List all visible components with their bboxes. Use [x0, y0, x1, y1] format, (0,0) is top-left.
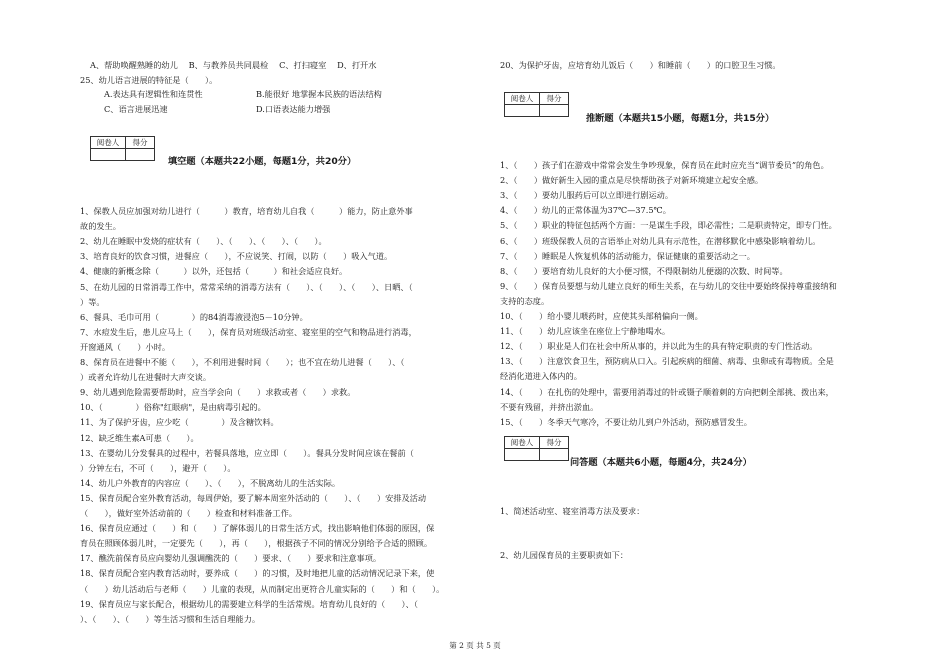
question-line: ）或者允许幼儿在进餐时大声交谈。 — [80, 372, 212, 383]
question-line: ）等。 — [80, 296, 105, 307]
question-line: 7、水痘发生后，患儿应马上（ ），保育员对班级活动室、寝室里的空气和物品进行消毒， — [80, 326, 417, 337]
qa-question-2: 2、幼儿园保育员的主要职责如下： — [500, 550, 629, 560]
q25-option-c: C、语言进展迅速 — [104, 104, 168, 114]
grader-label: 阅卷人 — [505, 93, 540, 105]
question-line: 9、幼儿遇到危险需要帮助时，应当学会向（ ）求救或者（ ）求救。 — [80, 387, 356, 398]
question-line: 11、为了保护牙齿，应少吃（ ）及含糖饮料。 — [80, 417, 279, 428]
score-label: 得分 — [126, 137, 155, 149]
score-cell[interactable] — [540, 449, 569, 461]
question-line: 8、（ ）要培育幼儿良好的大小便习惯，不得限制幼儿便溺的次数、时间等。 — [500, 265, 788, 276]
question-line: 14、幼儿户外教育的内容应（ ）、（ ），不脱离幼儿的生活实际。 — [80, 477, 341, 488]
question-line: ）分钟左右，不可（ ），避开（ ）。 — [80, 462, 236, 473]
question-line: 14、（ ）在扎伤的处理中，需要用消毒过的针或镊子顺着刺的方向把刺全部挑、拨出来， — [500, 386, 834, 397]
question-line: ）、（ ）、（ ）等生活习惯和生活自理能力。 — [80, 613, 261, 624]
question-line: 10、（ ）给小婴儿喂药时，应使其头部稍偏向一侧。 — [500, 311, 703, 321]
question-line: 5、在幼儿园的日常消毒工作中，常常采纳的消毒方法有（ ）、（ ）、（ ）、日晒、（ — [80, 281, 430, 292]
q25-option-d: D.口语表达能力增强 — [256, 104, 331, 114]
qa-question-1: 1、简述活动室、寝室消毒方法及要求： — [500, 506, 645, 516]
question-line: 12、（ ）职业是人们在社会中所从事的，并以此为生的具有特定职责的专门性活动。 — [500, 341, 818, 352]
question-line: 11、（ ）幼儿应该坐在座位上宁静地喝水。 — [500, 326, 671, 337]
question-line: 2、（ ）做好新生入园的重点是尽快帮助孩子对新环境建立起安全感。 — [500, 175, 764, 186]
question-line: 13、在婴幼儿分发餐具的过程中，若餐具落地，应立即（ ）。餐具分发时间应该在餐前（ — [80, 447, 431, 458]
section-title-fill: 填空题（本题共22小题，每题1分，共20分） — [168, 156, 357, 167]
question-line: 6、餐具、毛巾可用（ ）的84消毒液浸泡5－10分钟。 — [80, 311, 308, 322]
question-line: 育员在照顾体弱儿时，一定要先（ ），再（ ），根据孩子不同的情况分别给予合适的照顾。 — [80, 538, 433, 549]
question-line: 7、（ ）睡眠是人恢复机体的活动能力，保证健康的重要活动之一。 — [500, 250, 755, 261]
score-label: 得分 — [540, 437, 569, 449]
question-line: 1、保教人员应加强对幼儿进行（ ）教育，培育幼儿自我（ ）能力，防止意外事 — [80, 206, 413, 216]
question-line: 3、（ ）要幼儿服药后可以立即进行剧运动。 — [500, 190, 674, 201]
question-line: 17、醮洗前保育员应向婴幼儿强调醮洗的（ ）要求、（ ）要求和注意事项。 — [80, 553, 382, 564]
question-line: （ ）幼儿活动后与老师（ ）儿童的表现，从而制定出更符合儿童实际的（ ）和（ ）。 — [80, 583, 445, 594]
score-cell[interactable] — [540, 105, 569, 117]
score-label: 得分 — [540, 93, 569, 105]
section-title-judge: 推断题（本题共15小题，每题1分，共15分） — [586, 113, 775, 124]
grader-label: 阅卷人 — [505, 437, 540, 449]
score-cell[interactable] — [126, 149, 155, 161]
q20-question: 20、为保护牙齿，应培育幼儿饭后（ ）和睡前（ ）的口腔卫生习惯。 — [500, 60, 781, 70]
question-line: 9、（ ）保育员要想与幼儿建立良好的师生关系，在与幼儿的交往中要始终保持尊重接纳和 — [500, 280, 837, 291]
q25-option-a: A.表达具有逻辑性和连贯性 — [104, 89, 203, 99]
question-line: 13、（ ）注意饮食卫生，预防病从口入。引起疾病的细菌、病毒、虫卵或有毒物质。全是 — [500, 356, 834, 367]
question-line: 15、（ ）冬季天气寒冷，不要让幼儿到户外活动，预防感冒发生。 — [500, 416, 752, 427]
question-line: 不要有残留，并挤出淤血。 — [500, 401, 599, 412]
section-title-qa: 问答题（本题共6小题，每题4分，共24分） — [570, 457, 752, 468]
question-line: 经消化道进入体内的。 — [500, 371, 582, 382]
question-line: 19、保育员应与家长配合，根据幼儿的需要建立科学的生活常规。培育幼儿良好的（ ）、（ — [80, 598, 435, 609]
question-line: 1、（ ）孩子们在游戏中常常会发生争吵现象，保育员在此时应充当“调节委员”的角色。 — [500, 160, 829, 170]
question-line: 18、保育员配合室内教育活动时，要养成（ ）的习惯，及时地把儿童的活动情况记录下来，使 — [80, 568, 435, 579]
q25-option-b: B.能很好 地掌握本民族的语法结构 — [256, 89, 382, 99]
question-line: 10、（ ）俗称"红眼病"，是由病毒引起的。 — [80, 402, 266, 413]
question-line: 12、缺乏维生素A可患（ ）。 — [80, 432, 199, 443]
question-line: 16、保育员应通过（ ）和（ ）了解体弱儿的日常生活方式，找出影响他们体弱的原因，保 — [80, 523, 435, 534]
question-line: 开窗通风（ ）小时。 — [80, 341, 171, 352]
question-line: 5、（ ）职业的特征包括两个方面：一是谋生手段，即必需性；二是职责特定，即专门性。 — [500, 220, 837, 231]
q24-options: A、帮助唤醒熟睡的幼儿 B、与教养员共同晨检 C、打扫寝室 D、打开水 — [90, 60, 377, 70]
grader-cell[interactable] — [505, 449, 540, 461]
q25-question: 25、幼儿语言进展的特征是（ ）。 — [80, 75, 218, 85]
question-line: 4、健康的新概念除（ ）以外，还包括（ ）和社会适应良好。 — [80, 266, 348, 277]
question-line: 15、保育员配合室外教育活动，每周伊始，要了解本周室外活动的（ ）、（ ）安排及活动 — [80, 492, 427, 503]
score-box-judge — [504, 92, 569, 117]
score-box-qa — [504, 436, 569, 461]
question-line: 8、保育员在进餐中不能（ ），不利用进餐时间（ ）；也不宜在幼儿进餐（ ）、（ — [80, 357, 421, 367]
question-line: 2、幼儿在睡眠中发烧的症状有（ ）、（ ）、（ ）、（ ）。 — [80, 236, 327, 247]
question-line: 6、（ ）班级保教人员的言语举止对幼儿具有示范性，在潜移默化中感染影响着幼儿。 — [500, 235, 821, 246]
page-footer: 第 2 页 共 5 页 — [449, 641, 501, 650]
score-box-fill — [90, 136, 155, 161]
grader-label: 阅卷人 — [91, 137, 126, 149]
question-line: 4、（ ）幼儿的正常体温为37℃—37.5℃。 — [500, 205, 671, 216]
grader-cell[interactable] — [91, 149, 126, 161]
question-line: （ ），做好室外活动前的（ ）检查和材料准备工作。 — [80, 508, 297, 518]
question-line: 3、培育良好的饮食习惯，进餐应（ ），不应说笑、打闹，以防（ ）吸入气道。 — [80, 251, 393, 262]
grader-cell[interactable] — [505, 105, 540, 117]
question-line: 支持的态度。 — [500, 295, 550, 306]
question-line: 故的发生。 — [80, 221, 121, 232]
